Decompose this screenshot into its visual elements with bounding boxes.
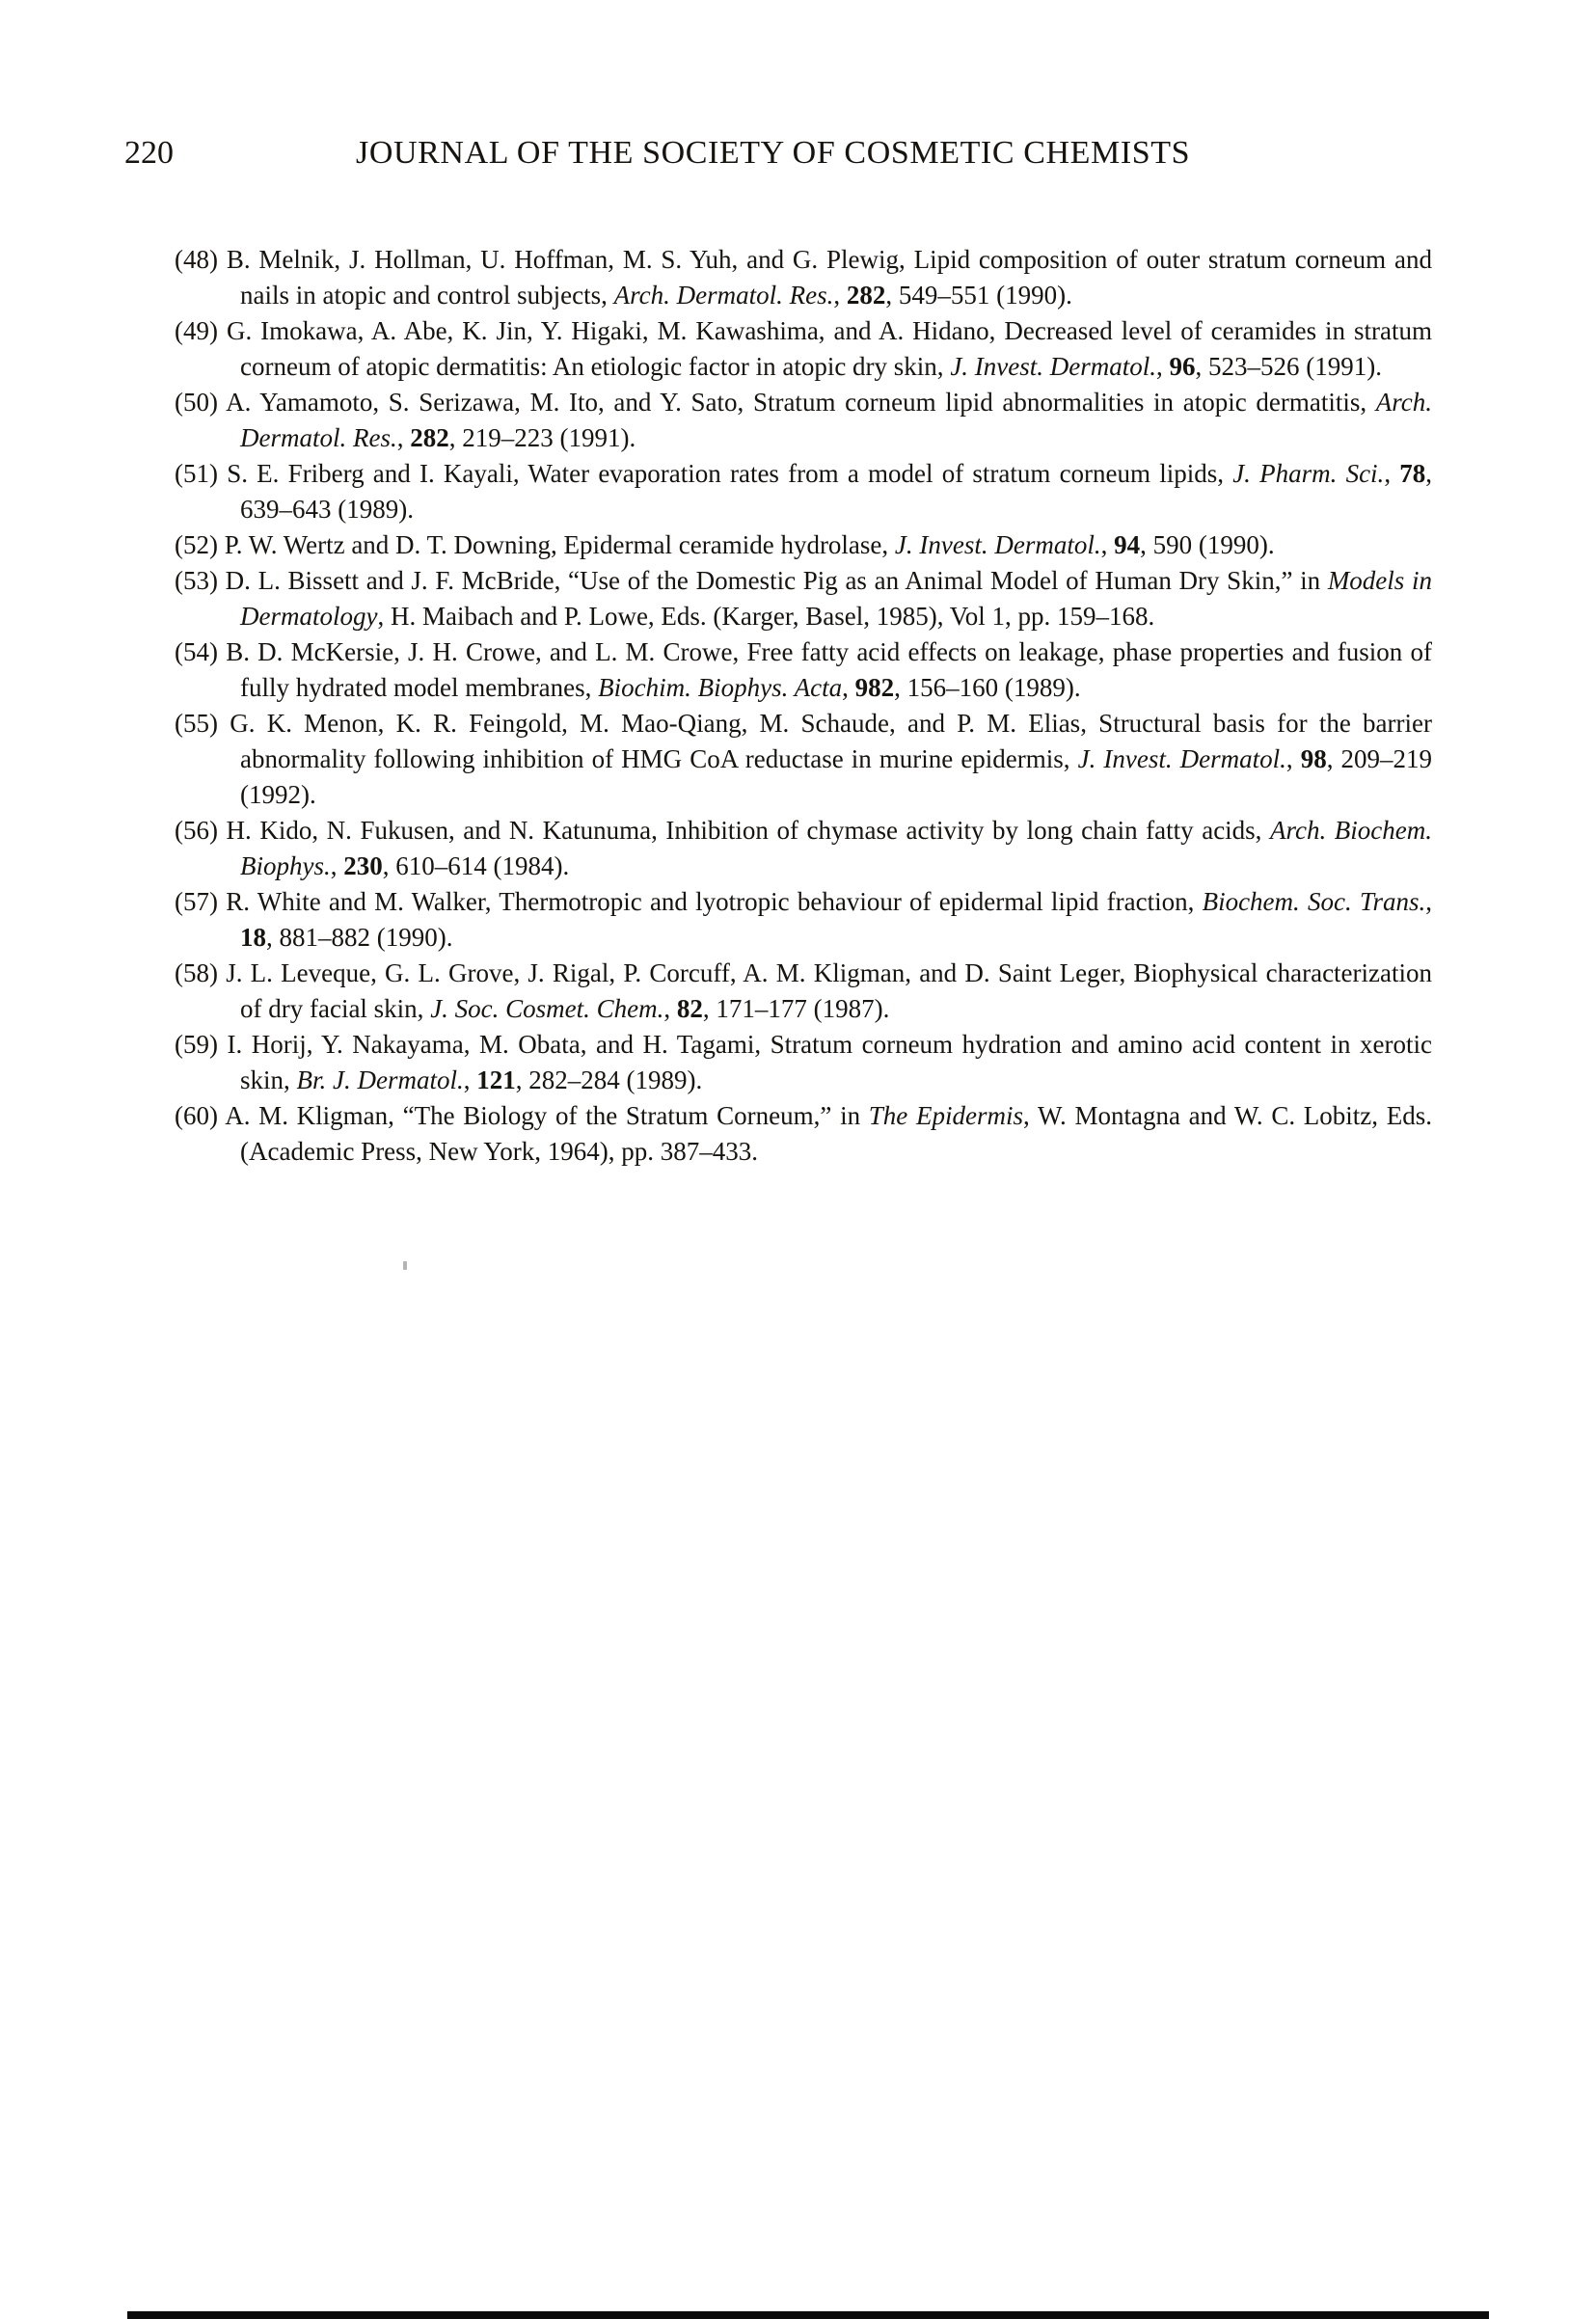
- reference-text-segment: Arch. Dermatol. Res.: [240, 388, 1432, 452]
- reference-text-segment: , 209–219 (1992).: [240, 744, 1433, 809]
- reference-text-segment: , H. Maibach and P. Lowe, Eds. (Karger, Basel, 1985), Vol 1, pp. 159–168.: [377, 602, 1155, 631]
- page-number: 220: [124, 135, 174, 171]
- reference-text-segment: , W. Montagna and W. C. Lobitz, Eds. (Academic Press, New York, 1964), pp. 387–433.: [240, 1101, 1432, 1166]
- reference-text-segment: I. Horij, Y. Nakayama, M. Obata, and H. Tagami, Stratum corneum hydration and amino acid content in xerotic skin,: [227, 1030, 1432, 1094]
- reference-text-segment: ,: [330, 851, 344, 880]
- reference-text-segment: , 590 (1990).: [1140, 530, 1275, 559]
- reference-number: (49): [175, 316, 218, 345]
- reference-text-segment: A. Yamamoto, S. Serizawa, M. Ito, and Y. Sato, Stratum corneum lipid abnormalities in atopic dermatitis,: [226, 388, 1376, 417]
- reference-item: [175, 563, 1432, 634]
- reference-text-segment: 78: [1399, 459, 1426, 488]
- reference-number: (57): [175, 887, 218, 916]
- reference-text-segment: ,: [842, 673, 855, 702]
- reference-item: [175, 385, 1432, 456]
- reference-text-segment: 82: [676, 994, 703, 1023]
- reference-item: [175, 956, 1432, 1027]
- reference-text-segment: J. Invest. Dermatol.: [1077, 744, 1286, 773]
- reference-text-segment: ,: [833, 281, 847, 310]
- reference-text-segment: J. Soc. Cosmet. Chem.: [430, 994, 664, 1023]
- reference-number: (59): [175, 1030, 218, 1059]
- page-header: [0, 134, 1596, 178]
- reference-number: (56): [175, 816, 218, 845]
- reference-text-segment: ,: [1156, 352, 1170, 381]
- reference-item: [175, 1027, 1432, 1098]
- reference-text-segment: , 171–177 (1987).: [702, 994, 890, 1023]
- reference-text-segment: ,: [1100, 530, 1115, 559]
- reference-text-segment: ,: [663, 994, 677, 1023]
- scan-artifact-speck: [403, 1261, 407, 1270]
- reference-item: [175, 634, 1432, 706]
- reference-number: (55): [175, 709, 218, 738]
- reference-text-segment: A. M. Kligman, “The Biology of the Stratum Corneum,” in: [225, 1101, 869, 1130]
- reference-text-segment: Arch. Dermatol. Res.: [613, 281, 834, 310]
- scan-artifact-bottom-bar: [127, 2311, 1489, 2319]
- reference-text-segment: , 282–284 (1989).: [515, 1065, 703, 1094]
- reference-text-segment: G. Imokawa, A. Abe, K. Jin, Y. Higaki, M. Kawashima, and A. Hidano, Decreased level of ceramides in stratum corneum of atopic dermatitis: An etiologic factor in atopic dry skin,: [226, 316, 1433, 381]
- reference-text-segment: Models in Dermatology: [240, 566, 1432, 631]
- reference-item: [175, 1098, 1432, 1170]
- reference-number: (54): [175, 637, 218, 666]
- reference-text-segment: J. Invest. Dermatol.: [894, 530, 1101, 559]
- reference-text-segment: , 219–223 (1991).: [448, 423, 636, 452]
- reference-text-segment: 18: [240, 923, 266, 952]
- reference-text-segment: , 881–882 (1990).: [266, 923, 453, 952]
- reference-item: [175, 884, 1432, 956]
- reference-text-segment: J. L. Leveque, G. L. Grove, J. Rigal, P. Corcuff, A. M. Kligman, and D. Saint Leger, Biophysical characterization of dry facial skin,: [226, 958, 1432, 1023]
- reference-text-segment: Arch. Biochem. Biophys.: [240, 816, 1432, 880]
- reference-text-segment: ,: [463, 1065, 477, 1094]
- reference-text-segment: 982: [854, 673, 895, 702]
- reference-text-segment: , 639–643 (1989).: [240, 459, 1433, 524]
- reference-text-segment: 230: [343, 851, 383, 880]
- reference-text-segment: ,: [1384, 459, 1400, 488]
- reference-text-segment: , 610–614 (1984).: [382, 851, 570, 880]
- reference-text-segment: H. Kido, N. Fukusen, and N. Katunuma, Inhibition of chymase activity by long chain fatty acids,: [226, 816, 1270, 845]
- reference-text-segment: ,: [396, 423, 411, 452]
- reference-item: [175, 527, 1432, 563]
- reference-text-segment: P. W. Wertz and D. T. Downing, Epidermal ceramide hydrolase,: [224, 530, 895, 559]
- reference-text-segment: 282: [846, 281, 886, 310]
- reference-text-segment: J. Pharm. Sci.: [1232, 459, 1385, 488]
- reference-text-segment: 98: [1300, 744, 1327, 773]
- reference-text-segment: B. D. McKersie, J. H. Crowe, and L. M. Crowe, Free fatty acid effects on leakage, phase properties and fusion of fully hydrated model membranes,: [226, 637, 1432, 702]
- reference-text-segment: B. Melnik, J. Hollman, U. Hoffman, M. S. Yuh, and G. Plewig, Lipid composition of outer stratum corneum and nails in atopic and control subjects,: [226, 245, 1432, 310]
- reference-text-segment: J. Invest. Dermatol.: [950, 352, 1157, 381]
- reference-text-segment: ,: [1425, 887, 1433, 916]
- reference-text-segment: 282: [410, 423, 449, 452]
- reference-text-segment: D. L. Bissett and J. F. McBride, “Use of the Domestic Pig as an Animal Model of Human Dry Skin,” in: [225, 566, 1328, 595]
- reference-text-segment: Br. J. Dermatol.: [296, 1065, 464, 1094]
- reference-text-segment: 94: [1114, 530, 1141, 559]
- reference-text-segment: , 523–526 (1991).: [1195, 352, 1382, 381]
- reference-text-segment: Biochim. Biophys. Acta: [598, 673, 843, 702]
- reference-number: (58): [175, 958, 218, 987]
- reference-text-segment: Biochem. Soc. Trans.: [1202, 887, 1426, 916]
- reference-item: [175, 456, 1432, 527]
- reference-number: (53): [175, 566, 218, 595]
- reference-item: [175, 313, 1432, 385]
- reference-number: (51): [175, 459, 218, 488]
- reference-text-segment: , 156–160 (1989).: [894, 673, 1081, 702]
- reference-number: (52): [175, 530, 218, 559]
- reference-item: [175, 242, 1432, 313]
- reference-number: (60): [175, 1101, 218, 1130]
- reference-text-segment: 121: [476, 1065, 516, 1094]
- reference-number: (50): [175, 388, 218, 417]
- journal-title: JOURNAL OF THE SOCIETY OF COSMETIC CHEMISTS: [356, 135, 1191, 171]
- reference-text-segment: ,: [1285, 744, 1301, 773]
- reference-text-segment: R. White and M. Walker, Thermotropic and lyotropic behaviour of epidermal lipid fraction,: [226, 887, 1203, 916]
- reference-text-segment: G. K. Menon, K. R. Feingold, M. Mao-Qiang, M. Schaude, and P. M. Elias, Structural basis for the barrier abnormality following inhibition of HMG CoA reductase in murine epidermis,: [230, 709, 1432, 773]
- references-list: [175, 242, 1432, 1170]
- reference-text-segment: , 549–551 (1990).: [885, 281, 1072, 310]
- reference-text-segment: The Epidermis: [868, 1101, 1023, 1130]
- reference-number: (48): [175, 245, 218, 274]
- reference-item: [175, 813, 1432, 884]
- reference-text-segment: S. E. Friberg and I. Kayali, Water evaporation rates from a model of stratum corneum lipids,: [227, 459, 1233, 488]
- reference-text-segment: 96: [1169, 352, 1196, 381]
- reference-item: [175, 706, 1432, 813]
